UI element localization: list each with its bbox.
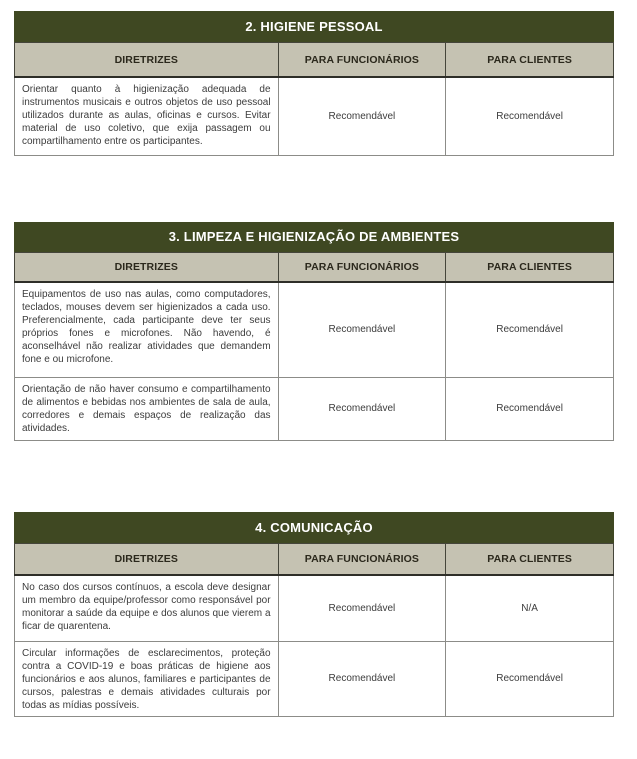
funcionarios-status: Recomendável [278,282,446,377]
guideline-text: Circular informações de esclarecimentos, proteção contra a COVID-19 e boas práticas de higiene aos funcionários e aos alunos, familiares e participantes de cursos, palestras e demais atividades culturais por todas as mídias possíveis. [15,641,279,716]
funcionarios-status: Recomendável [278,377,446,440]
guideline-text: Orientação de não haver consumo e compartilhamento de alimentos e bebidas nos ambientes de sala de aula, corredores e demais espaços de realização das atividades. [15,377,279,440]
guidelines-table [14,543,614,717]
clientes-status: N/A [446,575,614,641]
column-header-para-clientes: PARA CLIENTES [446,253,614,283]
header-row [15,253,614,283]
table-title-comunicacao: 4. COMUNICAÇÃO [14,512,614,543]
guidelines-table [14,42,614,156]
column-header-para-funcionarios: PARA FUNCIONÁRIOS [278,544,446,576]
table-title-higiene-pessoal: 2. HIGIENE PESSOAL [14,11,614,42]
clientes-status: Recomendável [446,282,614,377]
guideline-text: Orientar quanto à higienização adequada de instrumentos musicais e outros objetos de uso pessoal utilizados durante as aulas, oficinas e cursos. Evitar material de uso coletivo, que exija passagem ou compartilhamento entre os participantes. [15,77,279,155]
clientes-status: Recomendável [446,77,614,155]
table-row [15,77,614,155]
column-header-diretrizes: DIRETRIZES [15,544,279,576]
guideline-text: No caso dos cursos contínuos, a escola deve designar um membro da equipe/professor como responsável por monitorar a saúde da equipe e dos alunos que vierem a ficar de quarentena. [15,575,279,641]
clientes-status: Recomendável [446,377,614,440]
column-header-para-clientes: PARA CLIENTES [446,544,614,576]
funcionarios-status: Recomendável [278,575,446,641]
table-row [15,641,614,716]
funcionarios-status: Recomendável [278,641,446,716]
table-limpeza-higienizacao [14,222,614,441]
column-header-para-clientes: PARA CLIENTES [446,43,614,78]
table-comunicacao [14,512,614,717]
funcionarios-status: Recomendável [278,77,446,155]
header-row [15,43,614,78]
column-header-diretrizes: DIRETRIZES [15,253,279,283]
table-higiene-pessoal [14,11,614,156]
table-title-limpeza-higienizacao: 3. LIMPEZA E HIGIENIZAÇÃO DE AMBIENTES [14,222,614,252]
column-header-diretrizes: DIRETRIZES [15,43,279,78]
header-row [15,544,614,576]
table-row [15,377,614,440]
table-row [15,575,614,641]
column-header-para-funcionarios: PARA FUNCIONÁRIOS [278,43,446,78]
column-header-para-funcionarios: PARA FUNCIONÁRIOS [278,253,446,283]
guidelines-table [14,252,614,441]
guideline-text: Equipamentos de uso nas aulas, como computadores, teclados, mouses devem ser higienizados a cada uso. Preferencialmente, cada participante deve ter seus próprios fones e microfones. Não havendo, é aconselhável não realizar atividades que demandem fone e ou microfone. [15,282,279,377]
clientes-status: Recomendável [446,641,614,716]
table-row [15,282,614,377]
